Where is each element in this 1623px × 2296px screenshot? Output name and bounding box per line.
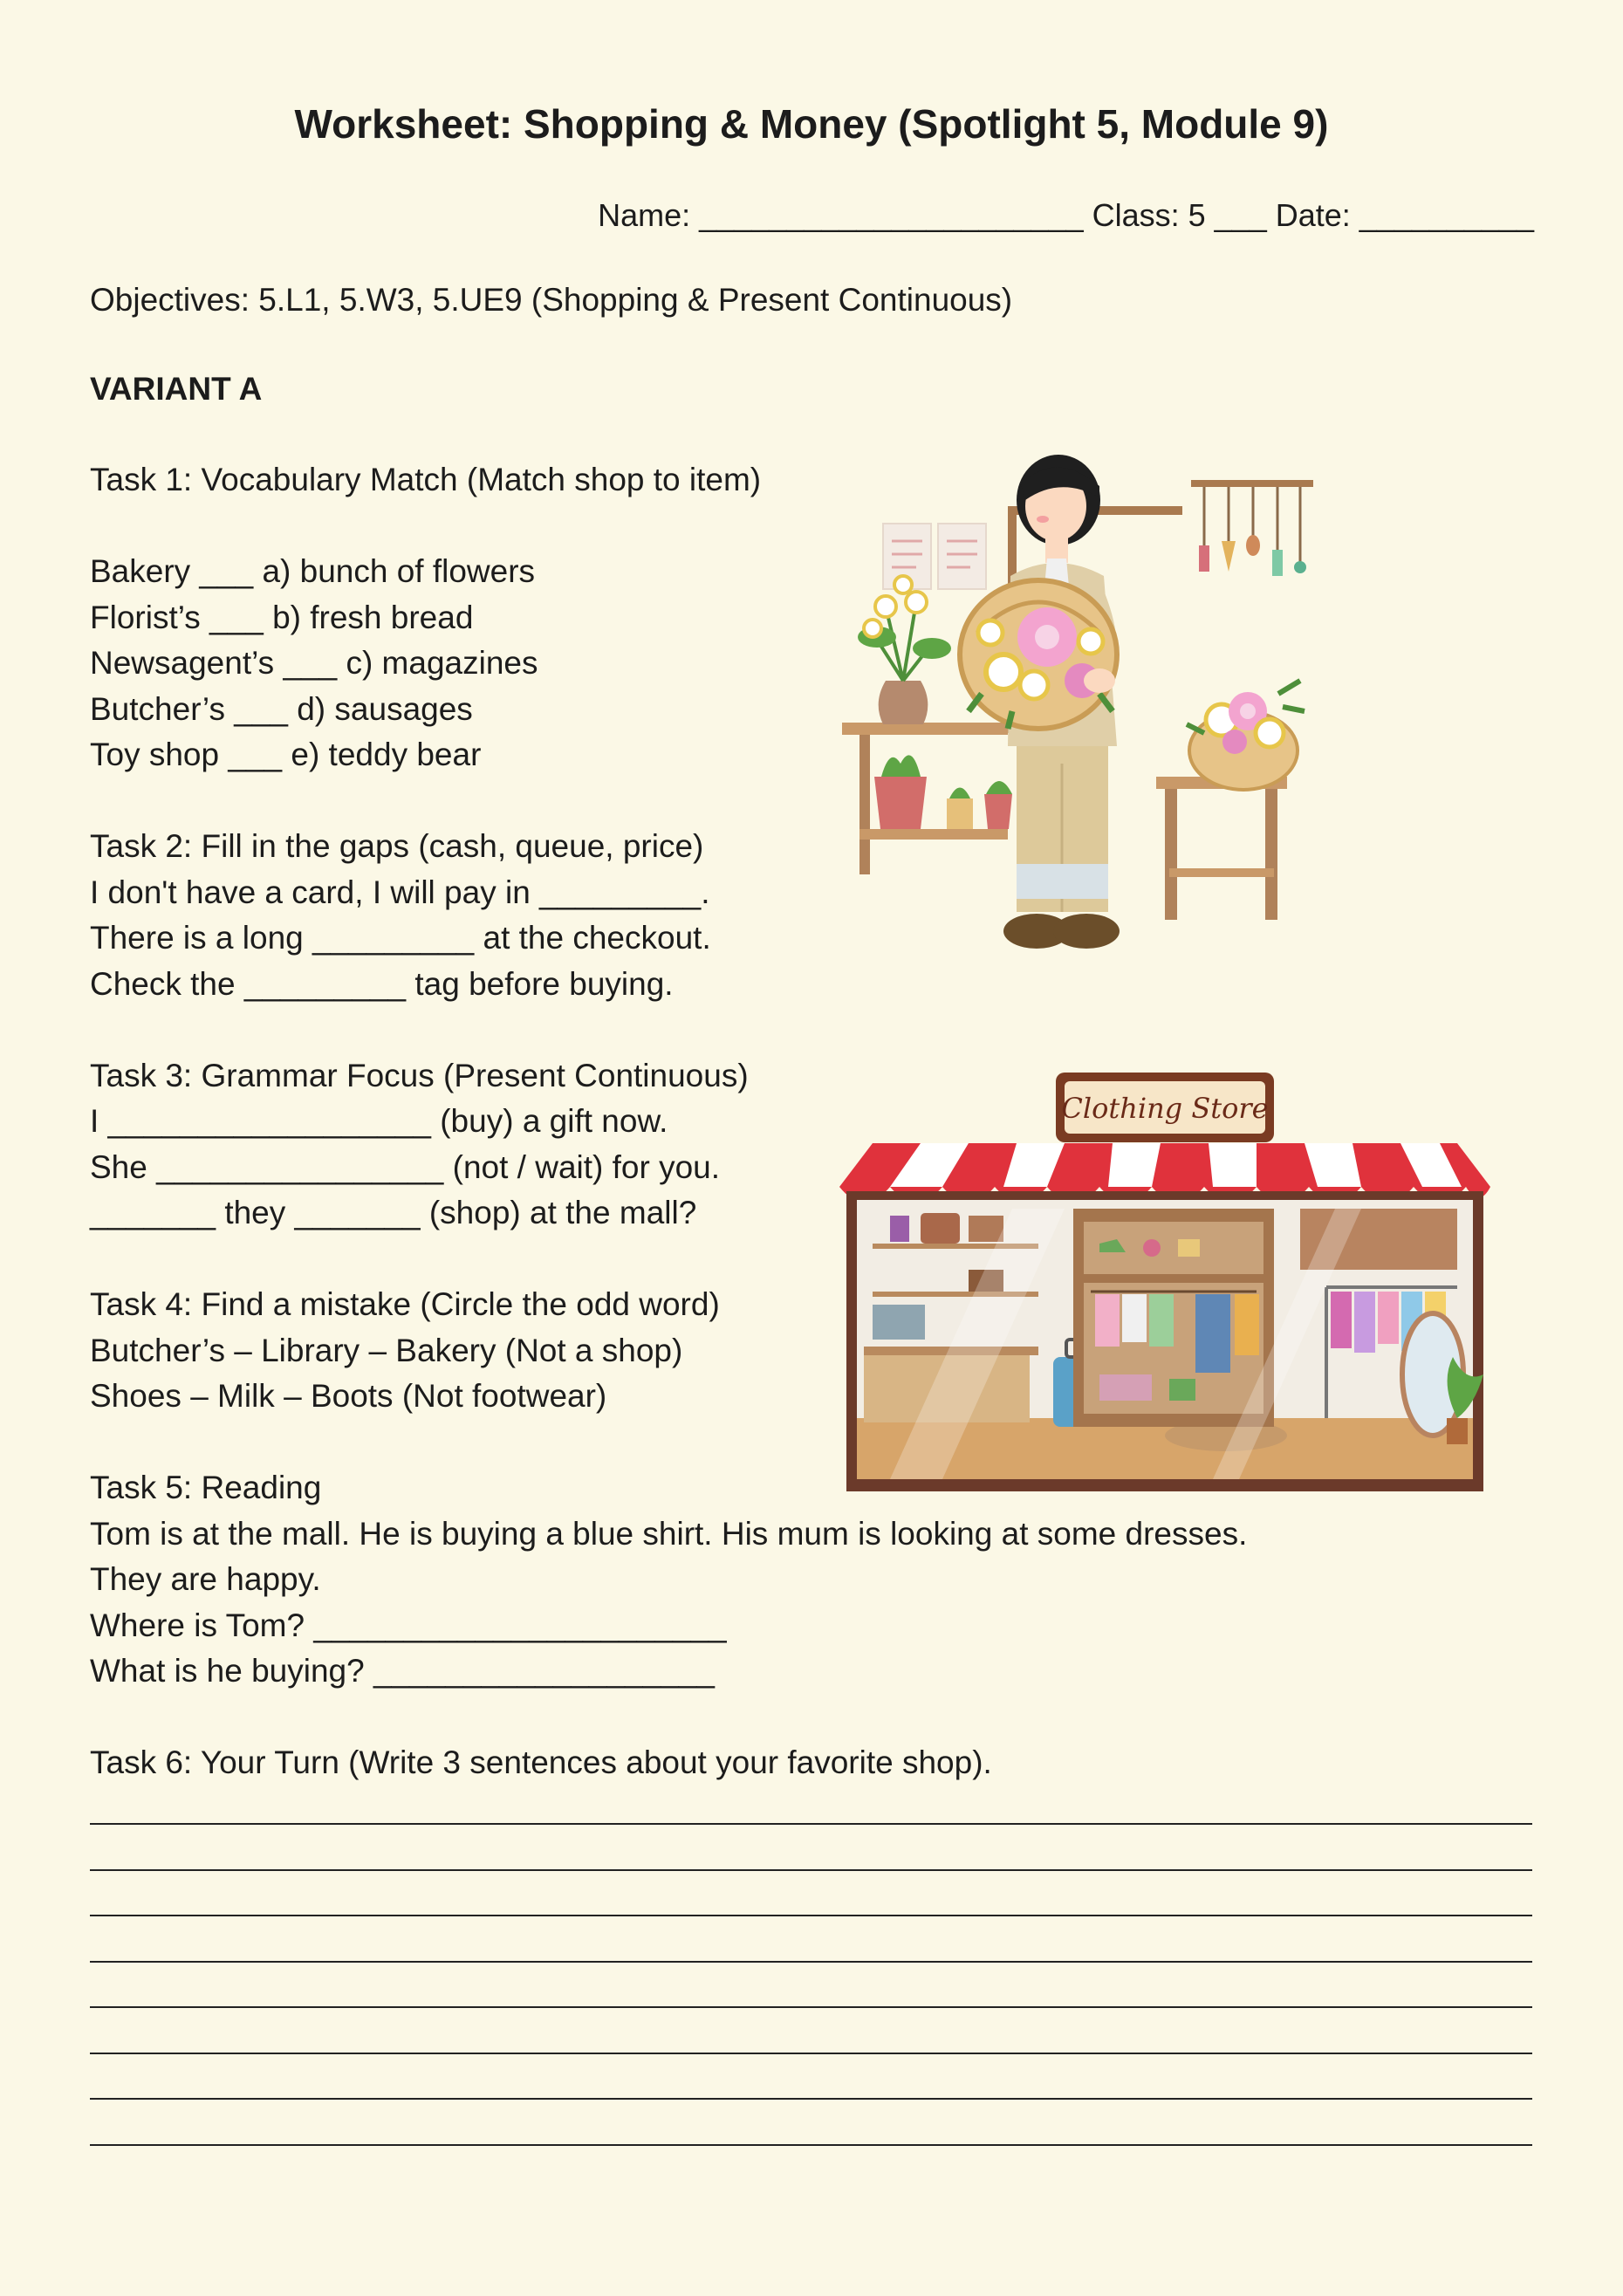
task1-item[interactable]: Florist’s ___ b) fresh bread: [90, 600, 474, 635]
task5-question[interactable]: Where is Tom? _______________________: [90, 1607, 727, 1643]
task5-reading-text: They are happy.: [90, 1561, 321, 1597]
task1-heading: Task 1: Vocabulary Match (Match shop to item): [90, 462, 762, 497]
task2-item[interactable]: Check the _________ tag before buying.: [90, 966, 674, 1002]
task1-item[interactable]: Newsagent’s ___ c) magazines: [90, 645, 538, 681]
task5-reading-text: Tom is at the mall. He is buying a blue shirt. His mum is looking at some dresses.: [90, 1516, 1248, 1552]
writing-line[interactable]: [90, 2006, 1532, 2008]
writing-line[interactable]: [90, 1869, 1532, 1871]
writing-line[interactable]: [90, 2144, 1532, 2146]
objectives: Objectives: 5.L1, 5.W3, 5.UE9 (Shopping & Present Continuous): [90, 282, 1013, 318]
writing-line[interactable]: [90, 1961, 1532, 1963]
writing-line[interactable]: [90, 2098, 1532, 2100]
task1-item[interactable]: Butcher’s ___ d) sausages: [90, 691, 473, 727]
task3-item[interactable]: She ________________ (not / wait) for you.: [90, 1149, 721, 1185]
store-sign-text: Clothing Store: [1061, 1092, 1269, 1125]
task3-heading: Task 3: Grammar Focus (Present Continuous): [90, 1058, 749, 1093]
task3-item[interactable]: _______ they _______ (shop) at the mall?: [90, 1195, 697, 1230]
writing-line[interactable]: [90, 2053, 1532, 2054]
task4-item[interactable]: Butcher’s – Library – Bakery (Not a shop): [90, 1333, 683, 1368]
task2-item[interactable]: I don't have a card, I will pay in _________.: [90, 874, 710, 910]
task3-item[interactable]: I __________________ (buy) a gift now.: [90, 1103, 668, 1139]
task4-item[interactable]: Shoes – Milk – Boots (Not footwear): [90, 1378, 607, 1414]
task2-heading: Task 2: Fill in the gaps (cash, queue, price): [90, 828, 704, 864]
task5-question[interactable]: What is he buying? ___________________: [90, 1653, 715, 1689]
task4-heading: Task 4: Find a mistake (Circle the odd word): [90, 1286, 720, 1322]
task5-heading: Task 5: Reading: [90, 1470, 322, 1505]
page-title: Worksheet: Shopping & Money (Spotlight 5, Module 9): [294, 101, 1329, 147]
writing-line[interactable]: [90, 1915, 1532, 1916]
clothing-store-illustration: [838, 1069, 1492, 1497]
writing-line[interactable]: [90, 1823, 1532, 1825]
variant-heading: VARIANT A: [90, 371, 263, 407]
name-class-date-line[interactable]: Name: ______________________ Class: 5 ___ Date: __________: [598, 197, 1534, 233]
task1-item[interactable]: Toy shop ___ e) teddy bear: [90, 737, 482, 772]
florist-illustration: [838, 432, 1335, 951]
task2-item[interactable]: There is a long _________ at the checkout.: [90, 920, 711, 956]
task6-heading: Task 6: Your Turn (Write 3 sentences about your favorite shop).: [90, 1744, 992, 1780]
task1-item[interactable]: Bakery ___ a) bunch of flowers: [90, 553, 536, 589]
